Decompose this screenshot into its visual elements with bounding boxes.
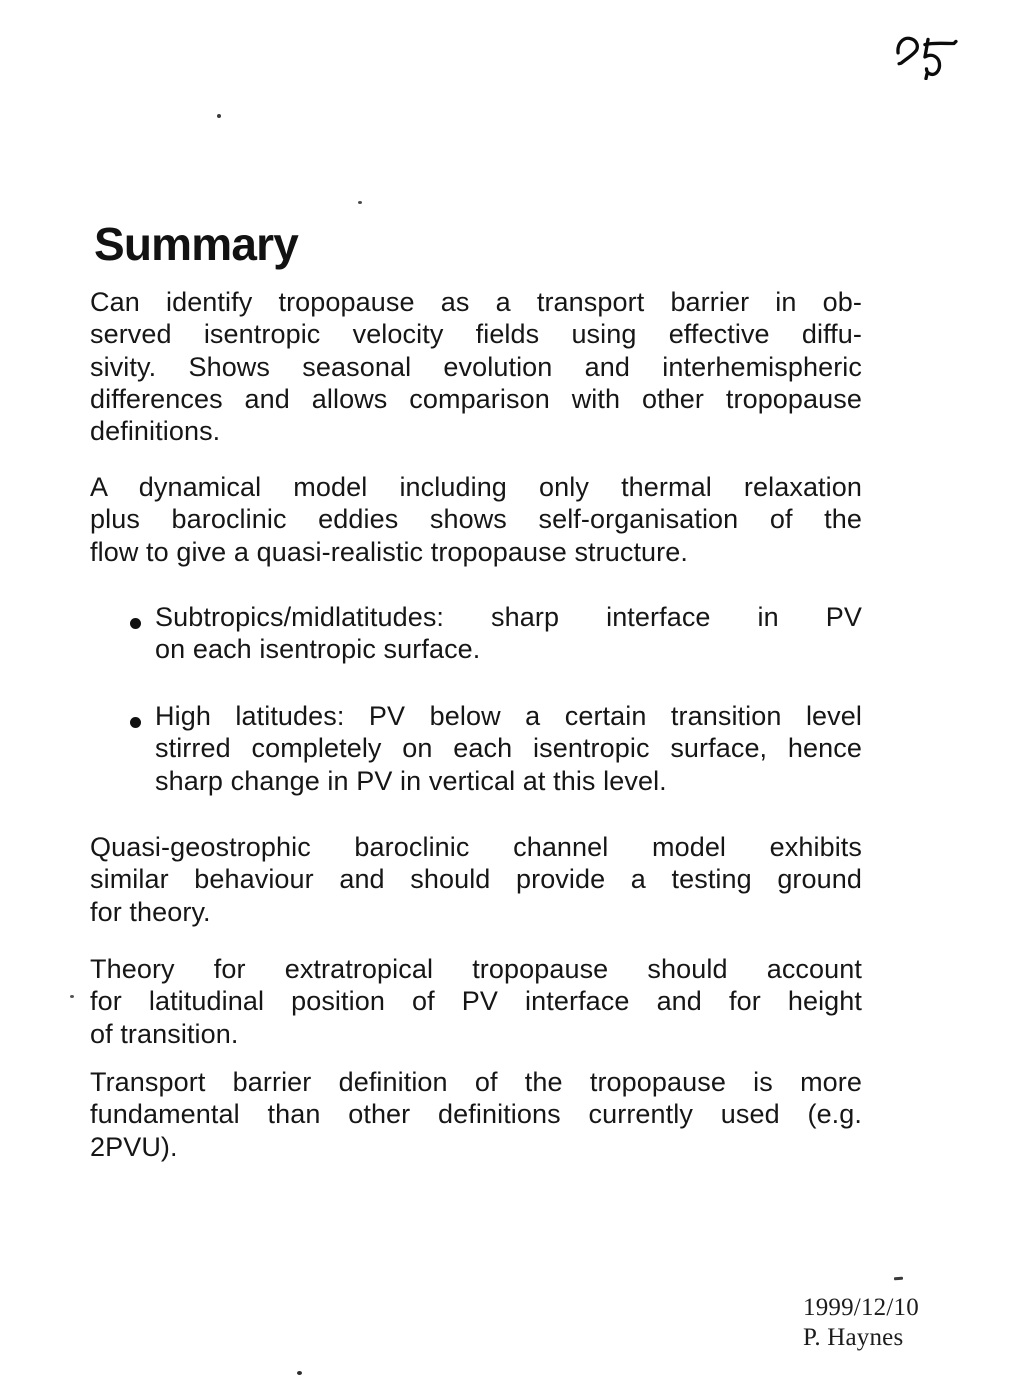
bullet-item-high-latitudes — [90, 700, 862, 797]
text-line: for latitudinal position of PV interface and for height — [90, 986, 862, 1017]
text-line: similar behaviour and should provide a testing ground — [90, 864, 862, 895]
footer-date: 1999/12/10 — [803, 1294, 919, 1321]
bullet-item-subtropics — [90, 601, 862, 666]
paragraph-transport-barrier — [90, 1066, 862, 1163]
scan-speck — [358, 201, 362, 204]
bullet-text — [155, 601, 862, 666]
paragraph-theory — [90, 953, 862, 1050]
scan-speck — [70, 995, 74, 998]
text-line: 2PVU). — [90, 1131, 178, 1162]
footer-author: P. Haynes — [803, 1324, 904, 1351]
text-line: Transport barrier definition of the tropopause is more — [90, 1067, 862, 1097]
text-line: for theory. — [90, 896, 211, 927]
text-line: Quasi-geostrophic baroclinic channel model exhibits — [90, 832, 862, 862]
text-line: of transition. — [90, 1018, 239, 1049]
text-line: sivity. Shows seasonal evolution and interhemispheric — [90, 351, 862, 382]
page-title: Summary — [94, 218, 299, 270]
text-line: Subtropics/midlatitudes: sharp interface in PV — [155, 602, 862, 632]
text-line: stirred completely on each isentropic surface, hence — [155, 733, 862, 764]
text-line: sharp change in PV in vertical at this level. — [155, 765, 667, 796]
text-line: fundamental than other definitions currently used (e.g. — [90, 1099, 862, 1130]
text-line: Theory for extratropical tropopause should account — [90, 954, 862, 984]
handwritten-25-strokes — [896, 36, 958, 80]
scan-speck — [217, 114, 221, 118]
text-line: flow to give a quasi-realistic tropopause structure. — [90, 536, 688, 567]
paragraph-qg-channel-model — [90, 831, 862, 928]
handwritten-page-number — [896, 36, 958, 80]
text-line: Can identify tropopause as a transport barrier in ob- — [90, 287, 862, 317]
bullet-icon — [130, 717, 141, 728]
scan-speck — [297, 1371, 302, 1375]
paragraph-dynamical-model — [90, 471, 862, 568]
text-line: A dynamical model including only thermal relaxation — [90, 472, 862, 502]
text-line: plus baroclinic eddies shows self-organisation of the — [90, 504, 862, 535]
bullet-icon — [130, 618, 141, 629]
text-line: High latitudes: PV below a certain transition level — [155, 701, 862, 731]
text-line: differences and allows comparison with other tropopause — [90, 383, 862, 414]
text-line: on each isentropic surface. — [155, 634, 481, 665]
bullet-text — [155, 700, 862, 797]
scan-dash — [894, 1277, 903, 1281]
footer — [803, 1293, 919, 1353]
text-line: served isentropic velocity fields using effective diffu- — [90, 319, 862, 350]
text-line: definitions. — [90, 416, 221, 447]
paragraph-effective-diffusivity — [90, 286, 862, 448]
